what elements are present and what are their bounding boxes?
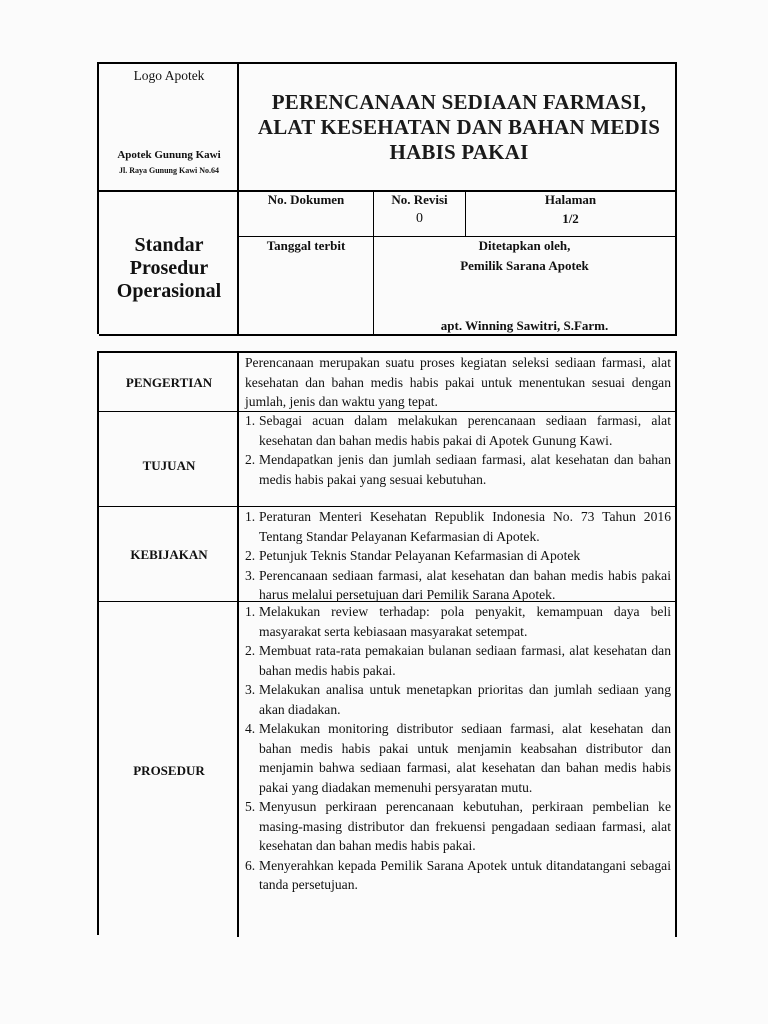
signatory-name: apt. Winning Sawitri, S.Farm. [440, 318, 609, 333]
issue-date-label: Tanggal terbit [266, 238, 346, 253]
table-divider [237, 353, 239, 937]
list-item-text: Petunjuk Teknis Standar Pelayanan Kefarmasian di Apotek [259, 548, 581, 563]
table-divider [675, 353, 677, 937]
list-item: 1. Melakukan review terhadap: pola penyakit, kemampuan daya beli masyarakat serta kebiasaan masyarakat setempat. [245, 604, 671, 639]
sop-label-line: Prosedur [129, 257, 209, 279]
approver-role: Pemilik Sarana Apotek [460, 258, 589, 273]
section-label-prosedur: PROSEDUR [133, 763, 205, 778]
sop-content-table [97, 351, 677, 935]
tujuan-list [245, 411, 671, 489]
list-item-text: Melakukan review terhadap: pola penyakit, kemampuan daya beli masyarakat serta kebiasaan masyarakat setempat. [259, 604, 671, 639]
kebijakan-list [245, 507, 671, 605]
list-item: 3. Melakukan analisa untuk menetapkan prioritas dan jumlah sediaan yang akan diadakan. [245, 682, 671, 717]
revision-label: No. Revisi [391, 192, 448, 207]
document-title-line: ALAT KESEHATAN DAN BAHAN MEDIS [257, 115, 661, 139]
sop-header-table [97, 62, 677, 334]
sop-label-line: Operasional [116, 280, 222, 302]
document-number-label: No. Dokumen [267, 192, 345, 207]
list-item: 2. Membuat rata-rata pemakaian bulanan sediaan farmasi, alat kesehatan dan bahan medis habis pakai. [245, 643, 671, 678]
approved-by-label: Ditetapkan oleh, [478, 238, 571, 253]
list-item: 3. Perencanaan sediaan farmasi, alat kesehatan dan bahan medis habis pakai harus melalui persetujuan dari Pemilik Sarana Apotek. [245, 567, 671, 602]
list-item: 4. Melakukan monitoring distributor sediaan farmasi, alat kesehatan dan bahan medis habis pakai untuk menjamin keabsahan distributor dan menjamin bahwa sediaan farmasi, alat kesehatan dan bahan medis habis pakai yang diadakan memenuhi persyaratan mutu. [245, 721, 671, 795]
list-item-text: Perencanaan sediaan farmasi, alat kesehatan dan bahan medis habis pakai harus melalui persetujuan dari Pemilik Sarana Apotek. [259, 567, 671, 602]
sop-label-line: Standar [134, 234, 204, 256]
prosedur-list [245, 602, 671, 895]
section-label-kebijakan: KEBIJAKAN [130, 547, 208, 562]
list-item: 2. Petunjuk Teknis Standar Pelayanan Kefarmasian di Apotek [245, 548, 581, 563]
list-item-text: Menyusun perkiraan perencanaan kebutuhan, perkiraan pembelian ke masing-masing distributor dan frekuensi pengadaan sediaan farmasi, alat kesehatan dan bahan medis habis pakai. [259, 799, 671, 853]
pengertian-text: Perencanaan merupakan suatu proses kegiatan seleksi sediaan farmasi, alat kesehatan dan bahan medis habis pakai untuk menentukan sesuai dengan jumlah, jenis dan waktu yang tepat. [245, 355, 671, 409]
document-title-line: PERENCANAAN SEDIAAN FARMASI, [271, 90, 647, 114]
document-title-line: HABIS PAKAI [389, 140, 529, 164]
list-item-text: Mendapatkan jenis dan jumlah sediaan farmasi, alat kesehatan dan bahan medis habis pakai yang sesuai kebutuhan. [259, 452, 671, 487]
list-item-text: Melakukan monitoring distributor sediaan farmasi, alat kesehatan dan bahan medis habis pakai untuk menjamin keabsahan distributor dan menjamin bahwa sediaan farmasi, alat kesehatan dan bahan medis habis pakai yang diadakan memenuhi persyaratan mutu. [259, 721, 671, 795]
list-item: 1. Sebagai acuan dalam melakukan perencanaan sediaan farmasi, alat kesehatan dan bahan medis habis pakai di Apotek Gunung Kawi. [245, 413, 671, 448]
revision-value: 0 [416, 211, 423, 226]
header-divider [99, 334, 677, 336]
page-label: Halaman [544, 192, 597, 207]
sop-label [99, 234, 239, 303]
header-divider [239, 236, 677, 237]
pharmacy-address: Jl. Raya Gunung Kawi No.64 [118, 166, 220, 175]
page-value: 1/2 [562, 211, 579, 226]
list-item: 1. Peraturan Menteri Kesehatan Republik Indonesia No. 73 Tahun 2016 Tentang Standar Pelayanan Kefarmasian di Apotek. [245, 509, 671, 544]
list-item: 6. Menyerahkan kepada Pemilik Sarana Apotek untuk ditandatangani sebagai tanda persetujuan. [245, 857, 671, 892]
list-item: 2. Mendapatkan jenis dan jumlah sediaan farmasi, alat kesehatan dan bahan medis habis pakai yang sesuai kebutuhan. [245, 452, 671, 487]
section-label-tujuan: TUJUAN [142, 458, 196, 473]
list-item-text: Melakukan analisa untuk menetapkan prioritas dan jumlah sediaan yang akan diadakan. [259, 682, 671, 717]
list-item-text: Peraturan Menteri Kesehatan Republik Indonesia No. 73 Tahun 2016 Tentang Standar Pelayanan Kefarmasian di Apotek. [259, 509, 671, 544]
list-item-text: Membuat rata-rata pemakaian bulanan sediaan farmasi, alat kesehatan dan bahan medis habis pakai. [259, 643, 671, 678]
document-title [241, 90, 677, 165]
logo-placeholder: Logo Apotek [133, 68, 205, 83]
list-item-text: Menyerahkan kepada Pemilik Sarana Apotek untuk ditandatangani sebagai tanda persetujuan. [259, 857, 671, 892]
list-item-text: Sebagai acuan dalam melakukan perencanaan sediaan farmasi, alat kesehatan dan bahan medis habis pakai di Apotek Gunung Kawi. [259, 413, 671, 448]
section-label-pengertian: PENGERTIAN [125, 375, 213, 390]
pharmacy-name: Apotek Gunung Kawi [117, 149, 221, 161]
list-item: 5. Menyusun perkiraan perencanaan kebutuhan, perkiraan pembelian ke masing-masing distributor dan frekuensi pengadaan sediaan farmasi, alat kesehatan dan bahan medis habis pakai. [245, 799, 671, 853]
